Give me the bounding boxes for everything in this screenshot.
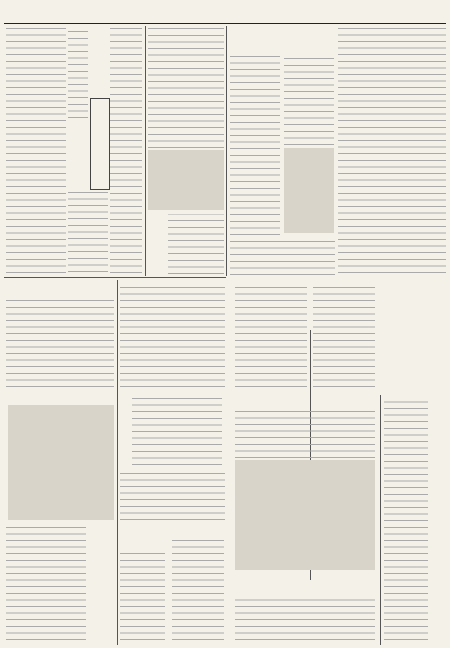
article-body <box>168 214 224 274</box>
article-body <box>235 408 375 458</box>
article-body <box>120 470 225 520</box>
photo-caption <box>235 572 375 592</box>
article-body <box>6 28 66 273</box>
article-body <box>230 55 280 235</box>
article-body <box>148 28 224 148</box>
painting-image <box>8 405 114 520</box>
article-title-xiaoyi <box>90 98 110 190</box>
article-body <box>230 240 335 275</box>
article-body <box>6 297 114 387</box>
article-body <box>284 55 334 145</box>
article-body <box>172 540 224 640</box>
article-body <box>132 395 222 465</box>
divider <box>380 395 381 645</box>
cartoon-image <box>284 148 334 233</box>
article-body <box>68 28 88 118</box>
article-body <box>313 282 375 387</box>
article-body <box>338 28 446 273</box>
article-body <box>384 400 428 640</box>
divider <box>4 277 226 278</box>
article-body <box>120 282 225 387</box>
illustration <box>148 150 224 210</box>
article-body <box>68 192 108 272</box>
article-body <box>235 282 307 387</box>
photo <box>235 460 375 570</box>
divider <box>117 280 118 645</box>
article-body <box>6 525 86 640</box>
newspaper-masthead <box>4 4 144 22</box>
masthead-rule <box>4 23 446 24</box>
article-body <box>235 595 375 640</box>
article-body <box>110 28 142 273</box>
divider <box>145 26 146 276</box>
article-body <box>120 552 165 640</box>
divider <box>226 26 227 276</box>
